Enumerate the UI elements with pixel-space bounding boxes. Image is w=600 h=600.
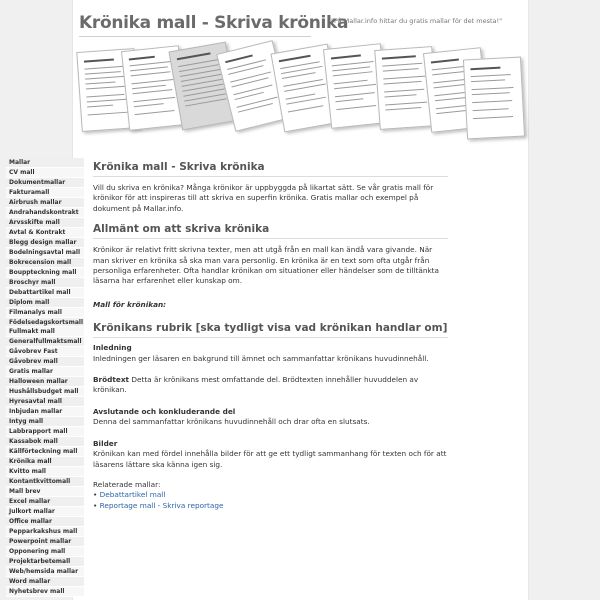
sidebar-item[interactable]: Fakturamall	[6, 188, 84, 198]
sidebar-item[interactable]: Intyg mall	[6, 417, 84, 427]
sidebar-item[interactable]: Pepparkakshus mall	[6, 527, 84, 537]
sidebar-item[interactable]: Powerpoint mallar	[6, 537, 84, 547]
related-links	[93, 490, 448, 511]
sidebar-item[interactable]: Excel mallar	[6, 497, 84, 507]
sidebar-item[interactable]: Kvitto mall	[6, 467, 84, 477]
bullet-icon: •	[93, 490, 100, 500]
sidebar-item[interactable]: Fullmakt mall	[6, 327, 84, 337]
sidebar-item[interactable]: Blegg design mallar	[6, 238, 84, 248]
sidebar-item[interactable]: Broschyr mall	[6, 278, 84, 288]
related-link-item	[93, 490, 448, 500]
avslutande-label: Avslutande och konkluderande del	[93, 406, 236, 416]
intro-paragraph: Vill du skriva en krönika? Många krönikor är uppbyggda på likartat sätt. Se vår gratis mall för krönikor för att inspireras till att skriva en superfin krönika. Gratis mallar och exempel på dokument på Mallar.info.	[93, 183, 434, 213]
sidebar-item[interactable]: Labbrapport mall	[6, 427, 84, 437]
sidebar-item[interactable]: Gåvobrev mall	[6, 357, 84, 367]
sidebar-item[interactable]: Dokumentmallar	[6, 178, 84, 188]
sidebar-item[interactable]: Julkort mallar	[6, 507, 84, 517]
bilder-text: Krönikan kan med fördel innehålla bilder för att ge ett tydligt sammanhang för texten och för att läsarens lättare ska känna igen sig.	[93, 449, 447, 469]
inledning-label: Inledning	[93, 343, 132, 353]
sidebar-item[interactable]: Mall brev	[6, 487, 84, 497]
sidebar-item[interactable]: Andrahandskontrakt	[6, 208, 84, 218]
sidebar-item[interactable]: Office mallar	[6, 517, 84, 527]
related-link[interactable]: Debattartikel mall	[99, 490, 166, 500]
sidebar-item[interactable]: Filmanalys mall	[6, 308, 84, 318]
template-label: Mall för krönikan:	[93, 299, 167, 309]
banner-document-collage	[77, 42, 517, 150]
sidebar-item[interactable]: Halloween mallar	[6, 377, 84, 387]
title-divider	[79, 36, 311, 37]
template-heading: Krönikans rubrik [ska tydligt visa vad krönikan handlar om]	[93, 322, 448, 338]
sidebar-item[interactable]: CV mall	[6, 168, 84, 178]
sidebar-item[interactable]: Kassabok mall	[6, 437, 84, 447]
brodtext-label: Brödtext	[93, 375, 130, 385]
section-heading: Allmänt om att skriva krönika	[93, 223, 448, 239]
related-link[interactable]: Reportage mall - Skriva reportage	[99, 500, 224, 510]
sidebar-item[interactable]: Mallar	[6, 158, 84, 168]
header	[73, 0, 528, 154]
bullet-icon: •	[93, 500, 100, 510]
sidebar-item[interactable]: Generalfullmaktsmall	[6, 337, 84, 347]
sidebar-item[interactable]: Födelsedagskortsmall	[6, 318, 84, 328]
brodtext-text: Detta är krönikans mest omfattande del. Brödtexten innehåller huvuddelen av krönikan.	[93, 375, 419, 395]
sidebar-item[interactable]: Debattartikel mall	[6, 288, 84, 298]
section-paragraph: Krönikor är relativt fritt skrivna texter, men att utgå från en mall kan ändå vara givande. När man skriver en krönika så ska man vara personlig. En krönika är en text som ofta utgår från personliga erfarenheter. Ofta handlar krönikan om situationer eller händelser som de tilltänkta läsarna har erfarenhet eller kunskap om.	[93, 245, 439, 286]
sidebar-item[interactable]: Airbrush mallar	[6, 198, 84, 208]
sidebar-item[interactable]: Web/hemsida mallar	[6, 567, 84, 577]
site-title[interactable]: Krönika mall - Skriva krönika	[79, 13, 349, 33]
sidebar-item[interactable]: Inbjudan mallar	[6, 407, 84, 417]
sidebar-item[interactable]: Nyhetsbrev mall	[6, 587, 84, 597]
inledning-text: Inledningen ger läsaren en bakgrund till ämnet och sammanfattar krönikans huvudinnehåll.	[93, 353, 429, 363]
sidebar-item[interactable]: Bokrecension mall	[6, 258, 84, 268]
sidebar-item[interactable]: Diplom mall	[6, 298, 84, 308]
bilder-label: Bilder	[93, 438, 118, 448]
main-content	[93, 161, 448, 511]
avslutande-text: Denna del sammanfattar krönikans huvudinnehåll och drar ofta en slutsats.	[93, 417, 370, 427]
sidebar-item[interactable]: Gåvobrev Fast	[6, 347, 84, 357]
sidebar-item[interactable]: Kontantkvittomall	[6, 477, 84, 487]
sidebar-nav	[6, 158, 84, 597]
sidebar-item[interactable]: Word mallar	[6, 577, 84, 587]
site-tagline: "På Mallar.info hittar du gratis mallar för det mesta!"	[331, 17, 503, 25]
sidebar-item[interactable]: Källförteckning mall	[6, 447, 84, 457]
sidebar-item[interactable]: Opponering mall	[6, 547, 84, 557]
sidebar-item[interactable]: Projektarbetemall	[6, 557, 84, 567]
sidebar-item[interactable]: Hyresavtal mall	[6, 397, 84, 407]
sidebar-item[interactable]: Gratis mallar	[6, 367, 84, 377]
page-title: Krönika mall - Skriva krönika	[93, 161, 448, 177]
brodtext-paragraph	[93, 375, 448, 396]
sidebar-item[interactable]: Krönika mall	[6, 457, 84, 467]
sidebar-item[interactable]: Bodelningsavtal mall	[6, 248, 84, 258]
related-label: Relaterade mallar:	[93, 479, 161, 489]
sidebar-item[interactable]: Avtal & Kontrakt	[6, 228, 84, 238]
sidebar-item[interactable]: Hushållsbudget mall	[6, 387, 84, 397]
document-thumbnail	[463, 57, 525, 140]
related-link-item	[93, 501, 448, 511]
sidebar-item[interactable]: Bouppteckning mall	[6, 268, 84, 278]
sidebar-item[interactable]: Arvsskifte mall	[6, 218, 84, 228]
